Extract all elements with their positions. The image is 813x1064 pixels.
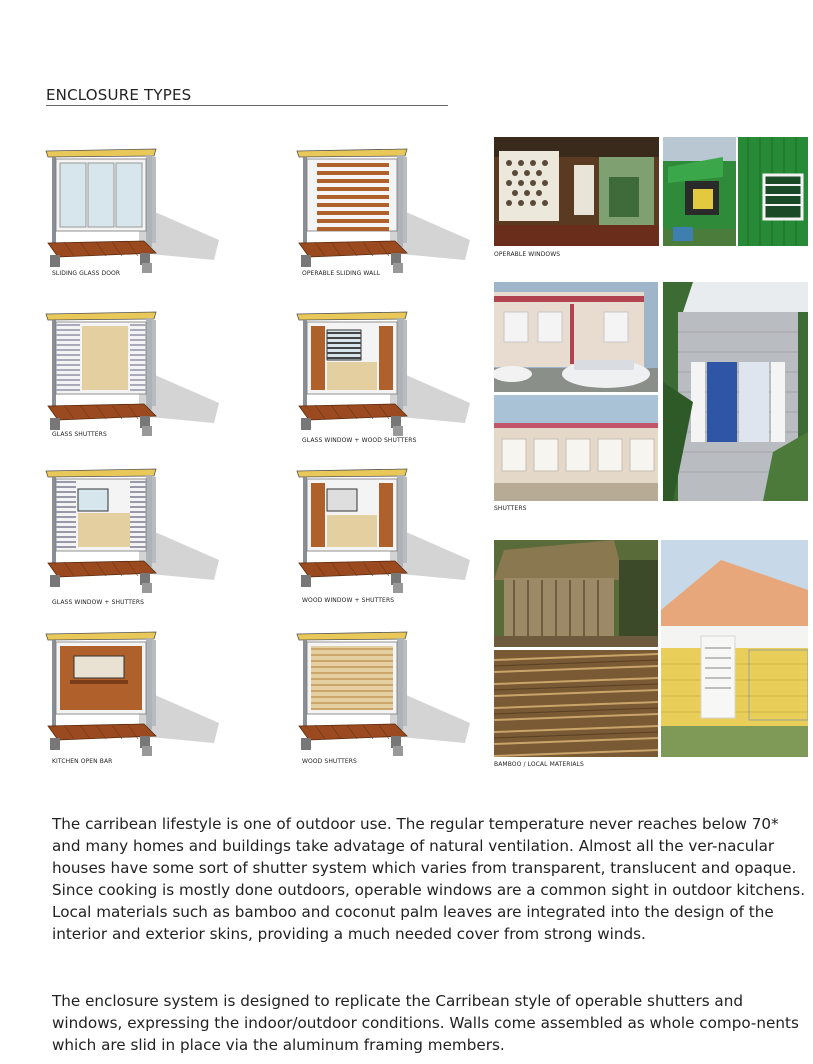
concrete-footing	[142, 426, 152, 436]
wood-shutter	[311, 483, 325, 547]
glass-door-panel	[60, 163, 86, 227]
concrete-footing	[142, 263, 152, 273]
roof-panel	[297, 469, 407, 477]
wall-panel	[56, 479, 146, 551]
glass-door-panel	[88, 163, 114, 227]
frame-side	[403, 157, 407, 243]
concrete-footing	[50, 575, 60, 587]
deck-platform	[299, 561, 407, 577]
sliding-wall-slat	[317, 219, 389, 223]
frame-side	[152, 157, 156, 243]
glass-window	[78, 489, 108, 511]
frame-post	[146, 638, 152, 730]
sliding-wall-slat	[317, 227, 389, 231]
wood-window	[327, 489, 357, 511]
concrete-footing	[301, 738, 311, 750]
module-caption: SLIDING GLASS DOOR	[52, 270, 121, 277]
roof-panel	[297, 632, 407, 640]
deck-platform	[48, 724, 156, 740]
frame-side	[152, 320, 156, 406]
section-title: ENCLOSURE TYPES	[46, 86, 192, 104]
deck-platform	[48, 241, 156, 257]
concrete-footing	[142, 746, 152, 756]
deck-platform	[299, 404, 407, 420]
module-glass-window-wood-shutters	[295, 308, 470, 448]
frame-post	[397, 318, 403, 410]
module-kitchen-open-bar	[44, 628, 219, 768]
wood-shutter	[311, 326, 325, 390]
module-caption: WOOD SHUTTERS	[302, 758, 357, 765]
module-caption: GLASS WINDOW + SHUTTERS	[52, 599, 145, 606]
frame-side	[403, 477, 407, 563]
module-sliding-glass-door	[44, 145, 219, 285]
concrete-footing	[50, 418, 60, 430]
deck-platform	[48, 404, 156, 420]
frame-post	[303, 477, 307, 565]
photo-group-caption: OPERABLE WINDOWS	[494, 251, 561, 258]
frame-post	[146, 155, 152, 247]
wall-infill	[327, 515, 377, 547]
deck-platform	[299, 241, 407, 257]
concrete-footing	[301, 255, 311, 267]
frame-post	[397, 475, 403, 567]
wood-shutter	[379, 326, 393, 390]
module-caption: WOOD WINDOW + SHUTTERS	[302, 597, 395, 604]
wall-panel	[307, 159, 397, 231]
deck-platform	[299, 724, 407, 740]
concrete-footing	[301, 418, 311, 430]
roof-panel	[46, 149, 156, 157]
roof-panel	[46, 312, 156, 320]
frame-side	[152, 640, 156, 726]
enclosure-illustration	[44, 628, 219, 768]
sliding-wall-slat	[317, 211, 389, 215]
module-caption: GLASS SHUTTERS	[52, 431, 107, 438]
glass-door-panel	[116, 163, 142, 227]
wall-panel	[56, 642, 146, 714]
enclosure-illustration	[44, 145, 219, 285]
sliding-wall-slat	[317, 163, 389, 167]
module-wood-window-shutters	[295, 465, 470, 605]
enclosure-illustration	[295, 308, 470, 448]
title-underline	[46, 105, 448, 106]
concrete-footing	[50, 738, 60, 750]
deck-platform	[48, 561, 156, 577]
frame-post	[52, 640, 56, 728]
concrete-footing	[301, 575, 311, 587]
photo-building-shutters-cars	[494, 282, 658, 392]
frame-post	[146, 475, 152, 567]
wall-panel	[56, 159, 146, 231]
wall-infill	[327, 362, 377, 390]
glass-window	[327, 330, 361, 360]
bar-opening	[74, 656, 124, 678]
concrete-footing	[50, 255, 60, 267]
wall-panel	[56, 322, 146, 394]
sliding-wall-slat	[317, 179, 389, 183]
concrete-footing	[393, 583, 403, 593]
enclosure-illustration	[295, 145, 470, 285]
photo-group-caption: BAMBOO / LOCAL MATERIALS	[494, 761, 584, 768]
frame-post	[303, 157, 307, 245]
photo-green-wall-grille	[738, 137, 808, 246]
wall-panel	[307, 322, 397, 394]
enclosure-illustration	[44, 465, 219, 605]
frame-post	[52, 157, 56, 245]
enclosure-illustration	[295, 465, 470, 605]
sliding-wall-slat	[317, 195, 389, 199]
frame-side	[403, 320, 407, 406]
photo-pink-building-shutters	[494, 395, 658, 501]
module-caption: GLASS WINDOW + WOOD SHUTTERS	[302, 437, 417, 444]
module-wood-shutters	[295, 628, 470, 768]
frame-post	[52, 320, 56, 408]
frame-side	[403, 640, 407, 726]
frame-post	[146, 318, 152, 410]
concrete-footing	[393, 263, 403, 273]
module-caption: OPERABLE SLIDING WALL	[302, 270, 381, 277]
photo-porch-lattice-windows	[494, 137, 659, 246]
concrete-footing	[142, 583, 152, 593]
roof-panel	[46, 469, 156, 477]
frame-post	[397, 155, 403, 247]
description-paragraph-2: The enclosure system is designed to replicate the Carribean style of operable shutters and windows, expressing the indoor/outdoor conditions. Walls come assembled as whole compo-nents which are slid in place via the aluminum framing members.	[52, 992, 799, 1054]
frame-post	[52, 477, 56, 565]
photo-bamboo-ceiling	[494, 650, 658, 757]
description-paragraph-1: The carribean lifestyle is one of outdoor use. The regular temperature never reaches below 70* and many homes and buildings take advatage of natural ventilation. Almost all the ver-nacular houses have some sort of shutter system which varies from transparent, translucent and opaque. Since cooking is mostly done outdoors, operable windows are a common sight in outdoor kitchens. Local materials such as bamboo and coconut palm leaves are integrated into the design of the interior and exterior skins, providing a much needed cover from strong winds.	[52, 815, 806, 943]
wall-panel	[307, 479, 397, 551]
module-caption: KITCHEN OPEN BAR	[52, 758, 113, 765]
module-glass-window-shutters	[44, 465, 219, 605]
roof-panel	[297, 312, 407, 320]
photo-yellow-house	[661, 540, 808, 757]
wall-panel	[307, 642, 397, 714]
photo-group-caption: SHUTTERS	[494, 505, 527, 512]
enclosure-illustration	[295, 628, 470, 768]
enclosure-illustration	[44, 308, 219, 448]
frame-post	[303, 320, 307, 408]
concrete-footing	[393, 746, 403, 756]
wood-shutter	[379, 483, 393, 547]
frame-post	[303, 640, 307, 728]
frame-side	[152, 477, 156, 563]
module-glass-shutters	[44, 308, 219, 448]
frame-post	[397, 638, 403, 730]
translucent-panel	[82, 326, 128, 390]
roof-panel	[297, 149, 407, 157]
photo-green-kitchen-window	[663, 137, 736, 246]
photo-bamboo-hut	[494, 540, 658, 647]
concrete-footing	[393, 426, 403, 436]
wall-infill	[78, 513, 130, 547]
roof-panel	[46, 632, 156, 640]
module-operable-sliding-wall	[295, 145, 470, 285]
photo-grey-house-blue-shutters	[663, 282, 808, 501]
sliding-wall-slat	[317, 203, 389, 207]
sliding-wall-slat	[317, 171, 389, 175]
bar-counter	[70, 680, 128, 684]
sliding-wall-slat	[317, 187, 389, 191]
